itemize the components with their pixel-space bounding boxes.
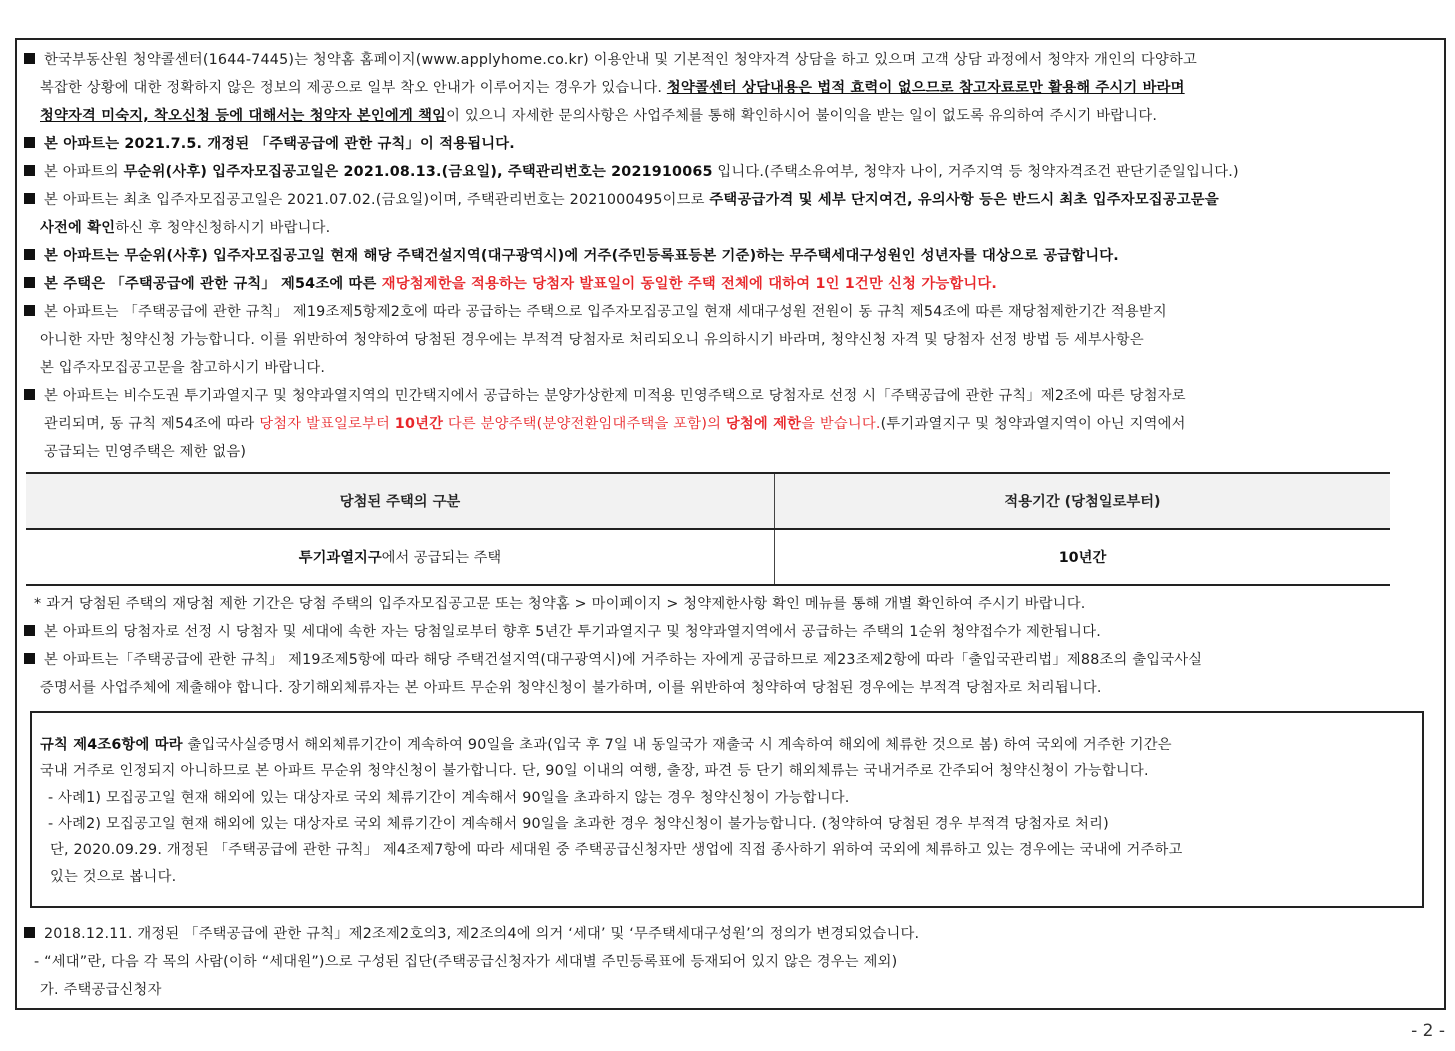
para-announcement-date: 본 아파트의 무순위(사후) 입주자모집공고일은 2021.08.13.(금요일), 주택관리번호는 2021910065 입니다.(주택소유여부, 청약자 나이, 거주지역 등 청약자격조건 판단기준일입니다.) [24,162,1239,182]
box-line2: 국내 거주로 인정되지 아니하므로 본 아파트 무순위 청약신청이 불가합니다. 단, 90일 이내의 여행, 출장, 파견 등 단기 해외체류는 국내거주로 간주되어 청약신청이 가능합니다. [40,763,1149,779]
para-household-definition: 2018.12.11. 개정된 「주택공급에 관한 규칙」제2조제2호의3, 제2조의4에 의거 ‘세대’ 및 ‘무주택세대구성원’의 정의가 변경되었습니다. [24,924,919,944]
overseas-stay-box [30,711,1424,908]
bullet-square-icon [24,165,35,176]
box-line6: 있는 것으로 봅니다. [50,869,177,885]
para-rewin-restriction-line1: 본 아파트는 「주택공급에 관한 규칙」 제19조제5항제2호에 따라 공급하는 주택으로 입주자모집공고일 현재 세대구성원 전원이 동 규칙 제54조에 따른 재당첨제한기간 적용받지 [24,302,1167,322]
para-rewin-restriction-line3: 본 입주자모집공고문을 참고하시기 바랍니다. [40,360,326,376]
box-case2: - 사례2) 모집공고일 현재 해외에 있는 대상자로 국외 체류기간이 계속해서 90일을 초과한 경우 청약신청이 불가능합니다. (청약하여 당첨된 경우 부적격 당첨자로 처리) [48,816,1109,832]
para-initial-announcement-line2: 사전에 확인하신 후 청약신청하시기 바랍니다. [40,220,331,236]
para-immigration-line2: 증명서를 사업주체에 제출해야 합니다. 장기해외체류자는 본 아파트 무순위 청약신청이 불가하며, 이를 위반하여 청약하여 당첨된 경우에는 부적격 당첨자로 처리됩니다. [40,680,1102,696]
table-cell-period: 10년간 [775,529,1391,585]
table-header-row [26,473,1390,529]
para-callcenter-line1: 한국부동산원 청약콜센터(1644-7445)는 청약홈 홈페이지(www.applyhome.co.kr) 이용안내 및 기본적인 청약자격 상담을 하고 있으며 고객 상담 과정에서 청약자 개인의 다양하고 [24,50,1197,70]
bullet-square-icon [24,653,35,664]
para-initial-announcement-line1: 본 아파트는 최초 입주자모집공고일은 2021.07.02.(금요일)이며, 주택관리번호는 2021000495이므로 주택공급가격 및 세부 단지여건, 유의사항 등은 반드시 최초 입주자모집공고문을 [24,190,1219,210]
para-speculation-zone-line3: 공급되는 민영주택은 제한 없음) [44,444,247,460]
box-line1: 규칙 제4조6항에 따라 출입국사실증명서 해외체류기간이 계속하여 90일을 초과(입국 후 7일 내 동일국가 재출국 시 계속하여 해외에 체류한 것으로 봄) 하여 국외에 거주한 기간은 [40,737,1172,753]
table-row [26,529,1390,585]
bullet-square-icon [24,389,35,400]
para-one-application: 본 주택은 「주택공급에 관한 규칙」 제54조에 따른 재당첨제한을 적용하는 당첨자 발표일이 동일한 주택 전체에 대하여 1인 1건만 신청 가능합니다. [24,274,997,294]
para-immigration-line1: 본 아파트는「주택공급에 관한 규칙」 제19조제5항에 따라 해당 주택건설지역(대구광역시)에 거주하는 자에게 공급하므로 제23조제2항에 따라「출입국관리법」제88조의 출입국사실 [24,650,1202,670]
para-rewin-restriction-line2: 아니한 자만 청약신청 가능합니다. 이를 위반하여 청약하여 당첨된 경우에는 부적격 당첨자로 처리되오니 유의하시기 바라며, 청약신청 자격 및 당첨자 선정 방법 등 세부사항은 [40,332,1144,348]
note-past-win: * 과거 당첨된 주택의 재당첨 제한 기간은 당첨 주택의 입주자모집공고문 또는 청약홈 > 마이페이지 > 청약제한사항 확인 메뉴를 통해 개별 확인하여 주시기 바랍니다. [34,596,1086,612]
box-case1: - 사례1) 모집공고일 현재 해외에 있는 대상자로 국외 체류기간이 계속해서 90일을 초과하지 않는 경우 청약신청이 가능합니다. [48,790,850,806]
bullet-square-icon [24,249,35,260]
para-callcenter-line2: 복잡한 상황에 대한 정확하지 않은 정보의 제공으로 일부 착오 안내가 이루어지는 경우가 있습니다. 청약콜센터 상담내용은 법적 효력이 없으므로 참고자료로만 활용해 주시기 바라며 [40,80,1185,96]
para-rule-applied: 본 아파트는 2021.7.5. 개정된 「주택공급에 관한 규칙」이 적용됩니다. [24,134,515,154]
restriction-table [26,472,1390,586]
table-header-period: 적용기간 (당첨일로부터) [775,473,1391,529]
para-callcenter-line3: 청약자격 미숙지, 착오신청 등에 대해서는 청약자 본인에게 책임이 있으니 자세한 문의사항은 사업주체를 통해 확인하시어 불이익을 받는 일이 없도록 유의하여 주시기 바랍니다. [40,108,1158,124]
page-number: - 2 - [1411,1021,1445,1041]
para-first-priority-limit: 본 아파트의 당첨자로 선정 시 당첨자 및 세대에 속한 자는 당첨일로부터 향후 5년간 투기과열지구 및 청약과열지역에서 공급하는 주택의 1순위 청약접수가 제한됩니다. [24,622,1101,642]
para-speculation-zone-line2: 관리되며, 동 규칙 제54조에 따라 당첨자 발표일로부터 10년간 다른 분양주택(분양전환임대주택을 포함)의 당첨에 제한을 받습니다.(투기과열지구 및 청약과열지역이 아닌 지역에서 [44,416,1186,432]
bullet-square-icon [24,305,35,316]
para-speculation-zone-line1: 본 아파트는 비수도권 투기과열지구 및 청약과열지역의 민간택지에서 공급하는 분양가상한제 미적용 민영주택으로 당첨자로 선정 시「주택공급에 관한 규칙」제2조에 따른 당첨자로 [24,386,1186,406]
bullet-square-icon [24,53,35,64]
bullet-square-icon [24,137,35,148]
para-eligibility: 본 아파트는 무순위(사후) 입주자모집공고일 현재 해당 주택건설지역(대구광역시)에 거주(주민등록표등본 기준)하는 무주택세대구성원인 성년자를 대상으로 공급합니다. [24,246,1119,266]
table-header-type: 당첨된 주택의 구분 [26,473,775,529]
para-household-item-a: 가. 주택공급신청자 [40,982,162,998]
bullet-square-icon [24,927,35,938]
para-household-meaning: - “세대”란, 다음 각 목의 사람(이하 “세대원”)으로 구성된 집단(주택공급신청자가 세대별 주민등록표에 등재되어 있지 않은 경우는 제외) [34,954,898,970]
table-cell-type: 투기과열지구에서 공급되는 주택 [26,529,775,585]
bullet-square-icon [24,277,35,288]
bullet-square-icon [24,625,35,636]
bullet-square-icon [24,193,35,204]
box-line5: 단, 2020.09.29. 개정된 「주택공급에 관한 규칙」 제4조제7항에 따라 세대원 중 주택공급신청자만 생업에 직접 종사하기 위하여 국외에 체류하고 있는 경우에는 국내에 거주하고 [50,842,1183,858]
